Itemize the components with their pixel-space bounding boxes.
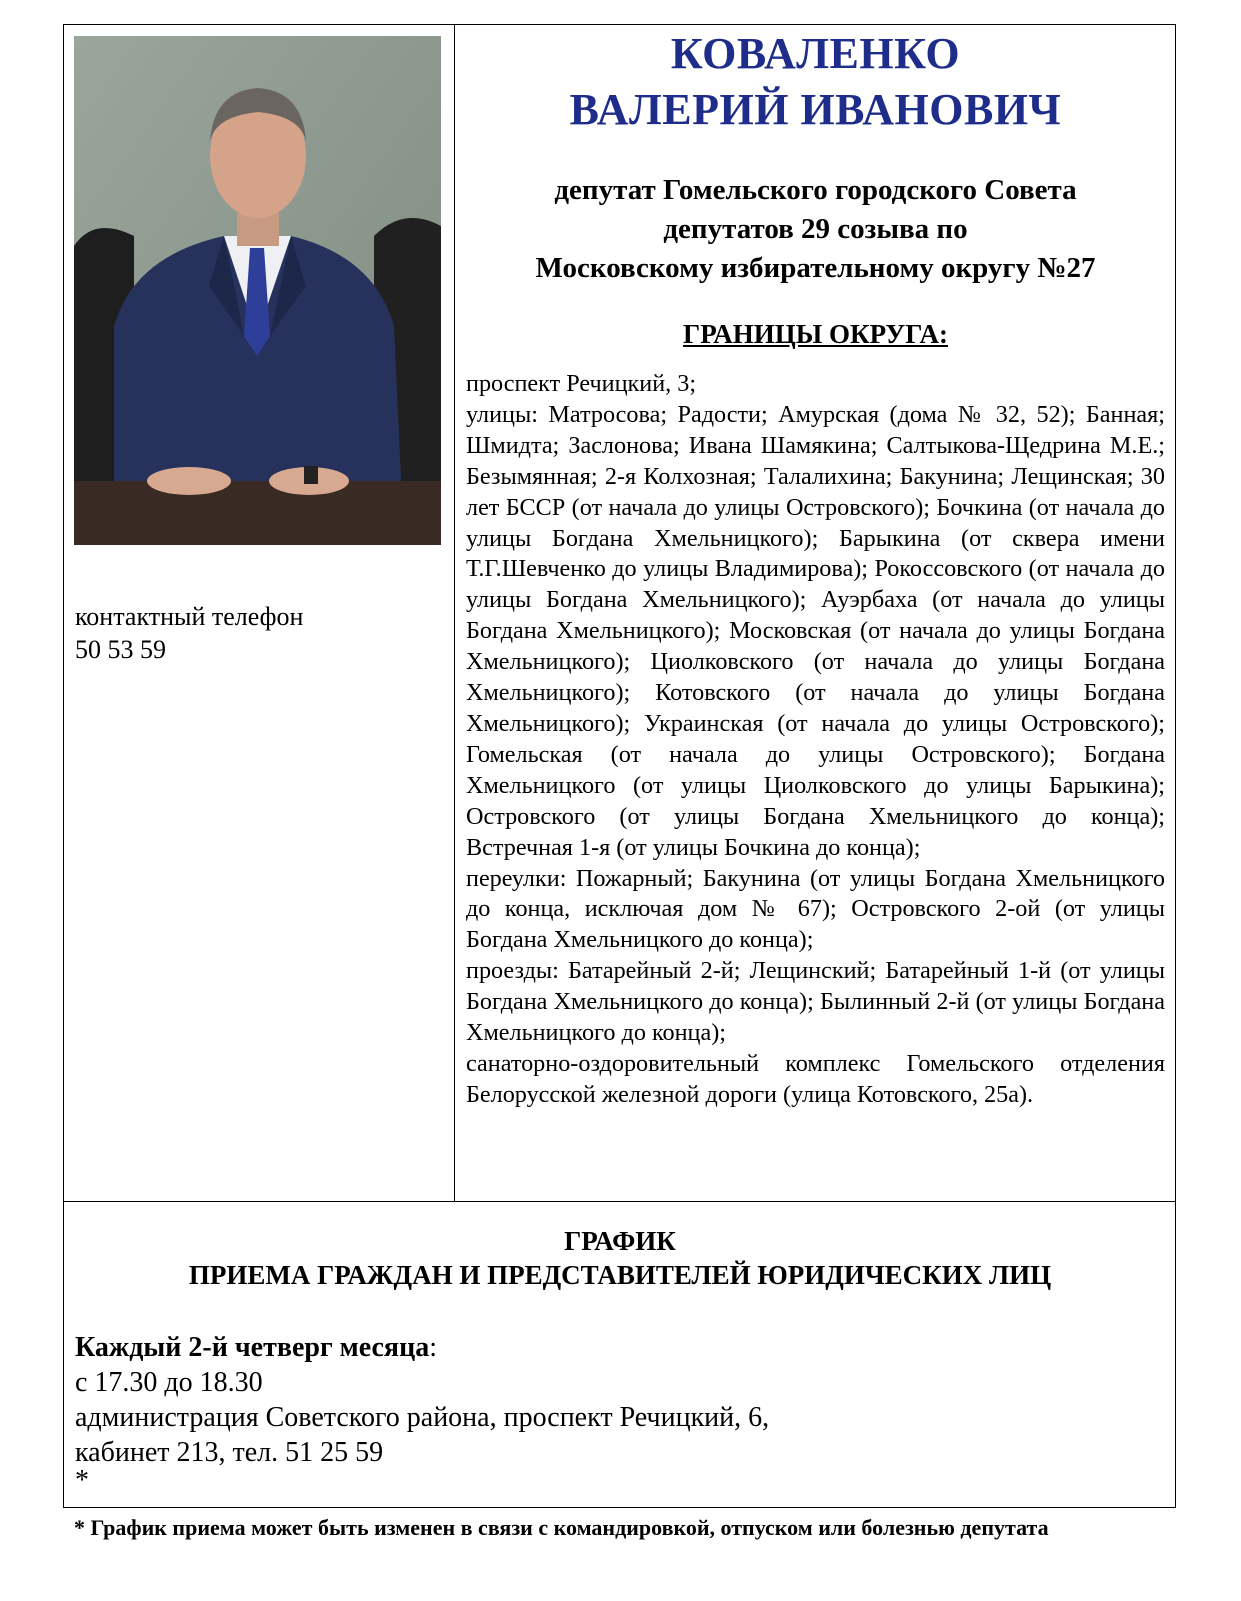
deputy-role xyxy=(466,171,1165,288)
role-line-1: депутат Гомельского городского Совета xyxy=(554,174,1077,206)
district-item: проспект Речицкий, 3; xyxy=(466,370,697,397)
district-item: санаторно-оздоровительный комплекс Гомельского отделения Белорусской железной дороги (улица Котовского, 25а). xyxy=(466,1049,1165,1108)
district-boundaries-text xyxy=(466,369,1165,1111)
schedule-day-line xyxy=(75,1330,1165,1365)
reception-schedule xyxy=(75,1224,1165,1496)
schedule-time: с 17.30 до 18.30 xyxy=(75,1367,263,1398)
district-item: проезды: Батарейный 2-й; Лещинский; Батарейный 1-й (от улицы Богдана Хмельницкого до конца); Былинный 2-й (от улицы Богдана Хмельницкого до конца); xyxy=(466,957,1165,1047)
district-boundaries-heading: ГРАНИЦЫ ОКРУГА: xyxy=(683,319,948,349)
deputy-surname: КОВАЛЕНКО xyxy=(670,29,961,78)
role-line-2: депутатов 29 созыва по xyxy=(663,213,968,245)
schedule-room: кабинет 213, тел. 51 25 59 xyxy=(75,1437,384,1468)
contact-label: контактный телефон xyxy=(75,602,304,631)
schedule-asterisk: * xyxy=(75,1465,89,1496)
schedule-day-colon: : xyxy=(429,1332,437,1363)
contact-block xyxy=(75,600,435,666)
column-divider xyxy=(454,24,455,1202)
schedule-day: Каждый 2-й четверг месяца xyxy=(75,1332,430,1363)
role-line-3: Московскому избирательному округу №27 xyxy=(535,252,1096,284)
deputy-given-names: ВАЛЕРИЙ ИВАНОВИЧ xyxy=(569,85,1062,134)
schedule-place: администрация Советского района, проспект Речицкий, 6, xyxy=(75,1402,770,1433)
contact-phone: 50 53 59 xyxy=(75,635,166,664)
row-divider xyxy=(63,1201,1176,1202)
district-item: переулки: Пожарный; Бакунина (от улицы Богдана Хмельницкого до конца, исключая дом № 67); Островского 2-ой (от улицы Богдана Хмельницкого до конца); xyxy=(466,864,1165,954)
schedule-title-2: ПРИЕМА ГРАЖДАН И ПРЕДСТАВИТЕЛЕЙ ЮРИДИЧЕСКИХ ЛИЦ xyxy=(188,1260,1052,1290)
schedule-title-1: ГРАФИК xyxy=(564,1226,676,1256)
district-item: улицы: Матросова; Радости; Амурская (дома № 32, 52); Банная; Шмидта; Заслонова; Ивана Шамякина; Салтыкова-Щедрина М.Е.; Безымянная; 2-я Колхозная; Талалихина; Бакунина; Лещинская; 30 лет БССР (от начала до улицы Островского); Бочкина (от начала до улицы Богдана Хмельницкого); Барыкина (от сквера имени Т.Г.Шевченко до улицы Владимирова); Рокоссовского (от начала до улицы Богдана Хмельницкого); Ауэрбаха (от начала до улицы Богдана Хмельницкого); Московская (от начала до улицы Богдана Хмельницкого); Циолковского (от начала до улицы Богдана Хмельницкого); Котовского (от начала до улицы Богдана Хмельницкого); Украинская (от начала до улицы Островского); Гомельская (от начала до улицы Островского); Богдана Хмельницкого (от улицы Циолковского до улицы Барыкина); Островского (от улицы Богдана Хмельницкого до конца); Встречная 1-я (от улицы Бочкина до конца); xyxy=(466,400,1165,861)
schedule-footnote: * График приема может быть изменен в связи с командировкой, отпуском или болезнью депутата xyxy=(74,1515,1049,1540)
deputy-details xyxy=(466,26,1165,1111)
deputy-portrait-photo xyxy=(74,36,441,545)
